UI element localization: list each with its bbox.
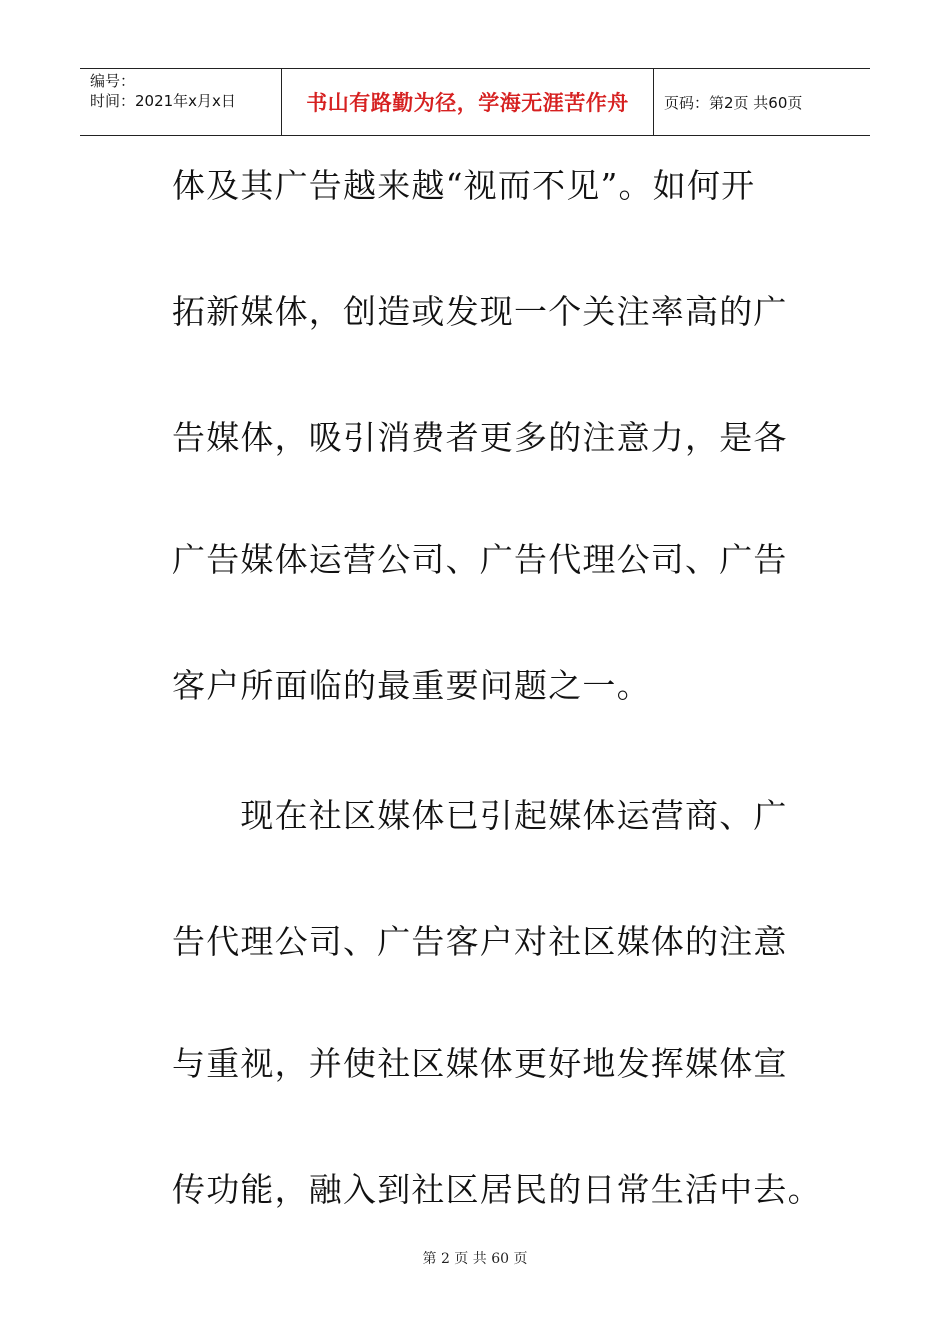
date-label: 时间：2021年x月x日	[90, 92, 236, 110]
header-page-info: 页码：第2页 共60页	[664, 93, 803, 112]
page-footer: 第 2 页 共 60 页	[422, 1251, 528, 1267]
body-line: 广告媒体运营公司、广告代理公司、广告	[172, 540, 788, 579]
body-line: 传功能，融入到社区居民的日常生活中去。	[172, 1170, 822, 1209]
header-meta	[80, 69, 282, 135]
body-line: 现在社区媒体已引起媒体运营商、广	[172, 796, 788, 835]
body-line: 与重视，并使社区媒体更好地发挥媒体宣	[172, 1044, 788, 1083]
body-line: 拓新媒体，创造或发现一个关注率高的广	[172, 292, 788, 331]
number-label: 编号：	[90, 72, 136, 90]
body-line: 客户所面临的最重要问题之一。	[172, 666, 651, 705]
body-line: 告媒体，吸引消费者更多的注意力，是各	[172, 418, 788, 457]
document-header	[80, 68, 870, 136]
body-line: 告代理公司、广告客户对社区媒体的注意	[172, 922, 788, 961]
body-line: 体及其广告越来越“视而不见”。如何开	[172, 166, 756, 205]
header-motto: 书山有路勤为径，学海无涯苦作舟	[282, 69, 654, 135]
